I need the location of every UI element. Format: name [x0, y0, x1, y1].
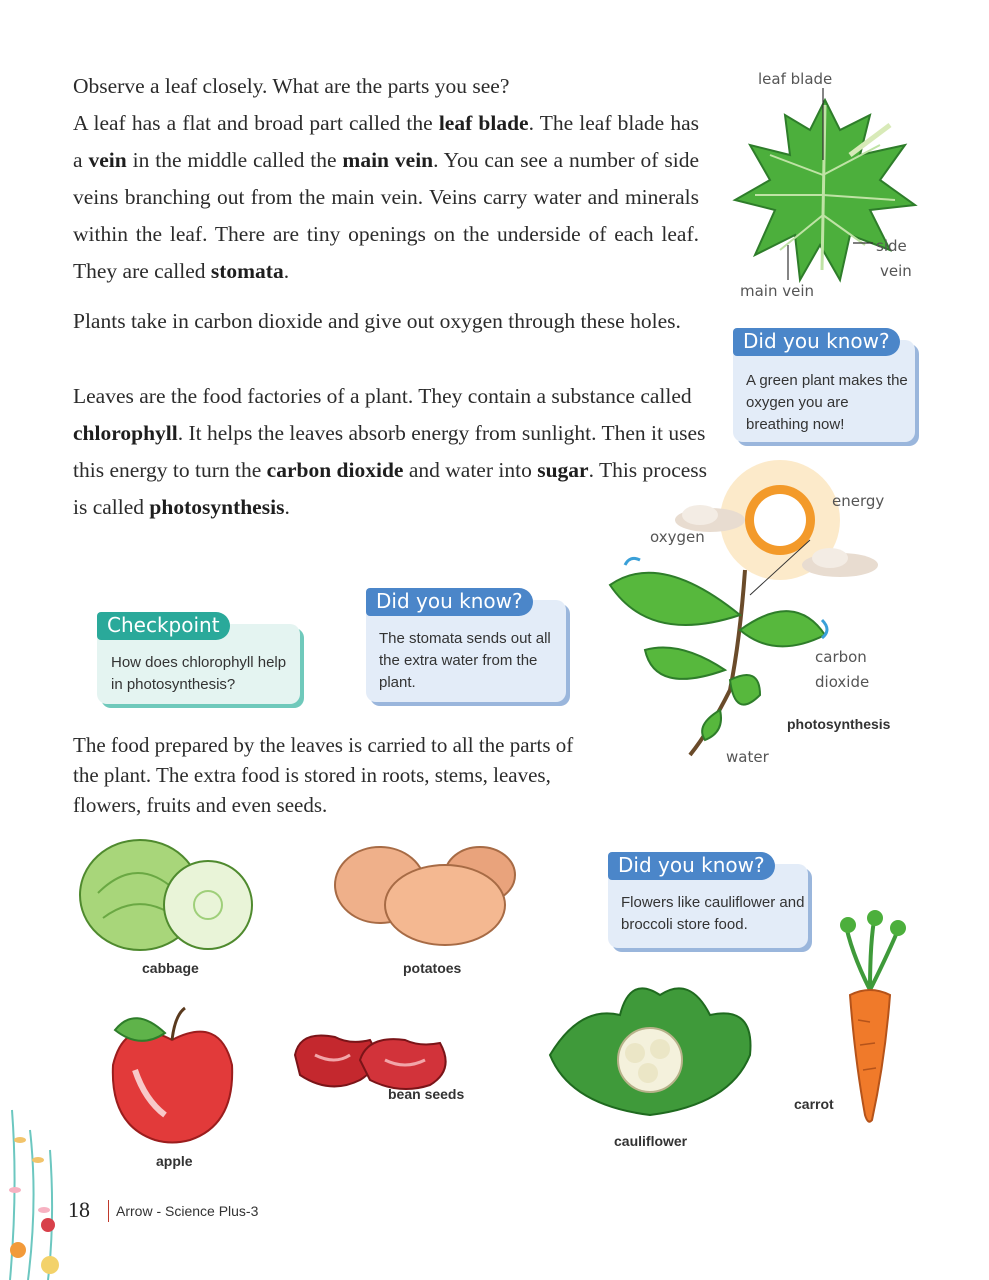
- stomata-paragraph: Plants take in carbon dioxide and give out oxygen through these holes.: [73, 309, 681, 333]
- term-chlorophyll: chlorophyll: [73, 421, 178, 445]
- bean-seeds-illustration: [290, 1025, 455, 1095]
- label-side-vein-1: side: [876, 237, 907, 255]
- term-leaf-blade: leaf blade: [438, 111, 529, 135]
- did-you-know-title: Did you know?: [366, 588, 533, 616]
- caption-photosynthesis: photosynthesis: [787, 716, 891, 732]
- footer-divider: [108, 1200, 109, 1222]
- cauliflower-illustration: [540, 975, 760, 1125]
- food-storage-paragraph: The food prepared by the leaves is carried to all the parts of the plant. The extra food is stored in roots, stems, leaves, flowers, fruits and even seeds.: [73, 733, 574, 817]
- did-you-know-text: The stomata sends out all the extra water from the plant.: [379, 630, 551, 691]
- caption-potatoes: potatoes: [403, 960, 462, 976]
- term-stomata: stomata: [210, 259, 284, 283]
- label-side-vein-2: vein: [880, 262, 912, 280]
- did-you-know-box-2: [366, 589, 566, 702]
- label-leaf-blade: leaf blade: [758, 70, 833, 88]
- page-number: 18: [68, 1197, 90, 1222]
- label-water: water: [726, 748, 769, 766]
- caption-apple: apple: [156, 1153, 193, 1169]
- did-you-know-text: A green plant makes the oxygen you are breathing now!: [746, 372, 908, 433]
- caption-carrot: carrot: [794, 1096, 834, 1112]
- term-vein: vein: [88, 148, 127, 172]
- term-photosynthesis: photosynthesis: [149, 495, 285, 519]
- label-main-vein: main vein: [740, 282, 815, 300]
- intro-question: Observe a leaf closely. What are the parts you see?: [73, 74, 510, 98]
- checkpoint-box: [97, 613, 300, 704]
- caption-cauliflower: cauliflower: [614, 1133, 688, 1149]
- caption-bean-seeds: bean seeds: [388, 1086, 465, 1102]
- apple-illustration: [105, 1005, 240, 1145]
- carrot-illustration: [830, 910, 910, 1130]
- label-oxygen: oxygen: [650, 528, 705, 546]
- caption-cabbage: cabbage: [142, 960, 199, 976]
- photosynthesis-paragraph: Leaves are the food factories of a plant. They contain a substance called chlorophyll. It helps the leaves absorb energy from sunlight. Then it uses this energy to turn the carbon dioxide and water into sugar. This process is called photosynthesis.: [73, 384, 708, 519]
- did-you-know-box-1: [733, 329, 915, 442]
- label-carbon: carbon: [815, 648, 867, 666]
- checkpoint-title: Checkpoint: [97, 612, 230, 640]
- term-main-vein: main vein: [342, 148, 434, 172]
- checkpoint-text: How does chlorophyll help in photosynthesis?: [111, 654, 287, 693]
- label-dioxide: dioxide: [815, 673, 870, 691]
- term-carbon-dioxide: carbon dioxide: [266, 458, 404, 482]
- book-title: Arrow - Science Plus-3: [116, 1203, 259, 1219]
- term-sugar: sugar: [537, 458, 589, 482]
- did-you-know-title: Did you know?: [733, 328, 900, 356]
- did-you-know-text: Flowers like cauliflower and broccoli store food.: [621, 894, 805, 933]
- did-you-know-box-3: [608, 853, 808, 948]
- cabbage-illustration: [78, 833, 258, 953]
- did-you-know-title: Did you know?: [608, 852, 775, 880]
- label-energy: energy: [832, 492, 885, 510]
- potatoes-illustration: [330, 840, 520, 950]
- leaf-parts-paragraph: A leaf has a flat and broad part called the leaf blade. The leaf blade has a vein in the middle called the main vein. You can see a number of side veins branching out from the main vein. Veins carry water and minerals within the leaf. There are tiny openings on the underside of each leaf. They are called stomata.: [73, 111, 699, 283]
- floral-decoration: [0, 1100, 75, 1280]
